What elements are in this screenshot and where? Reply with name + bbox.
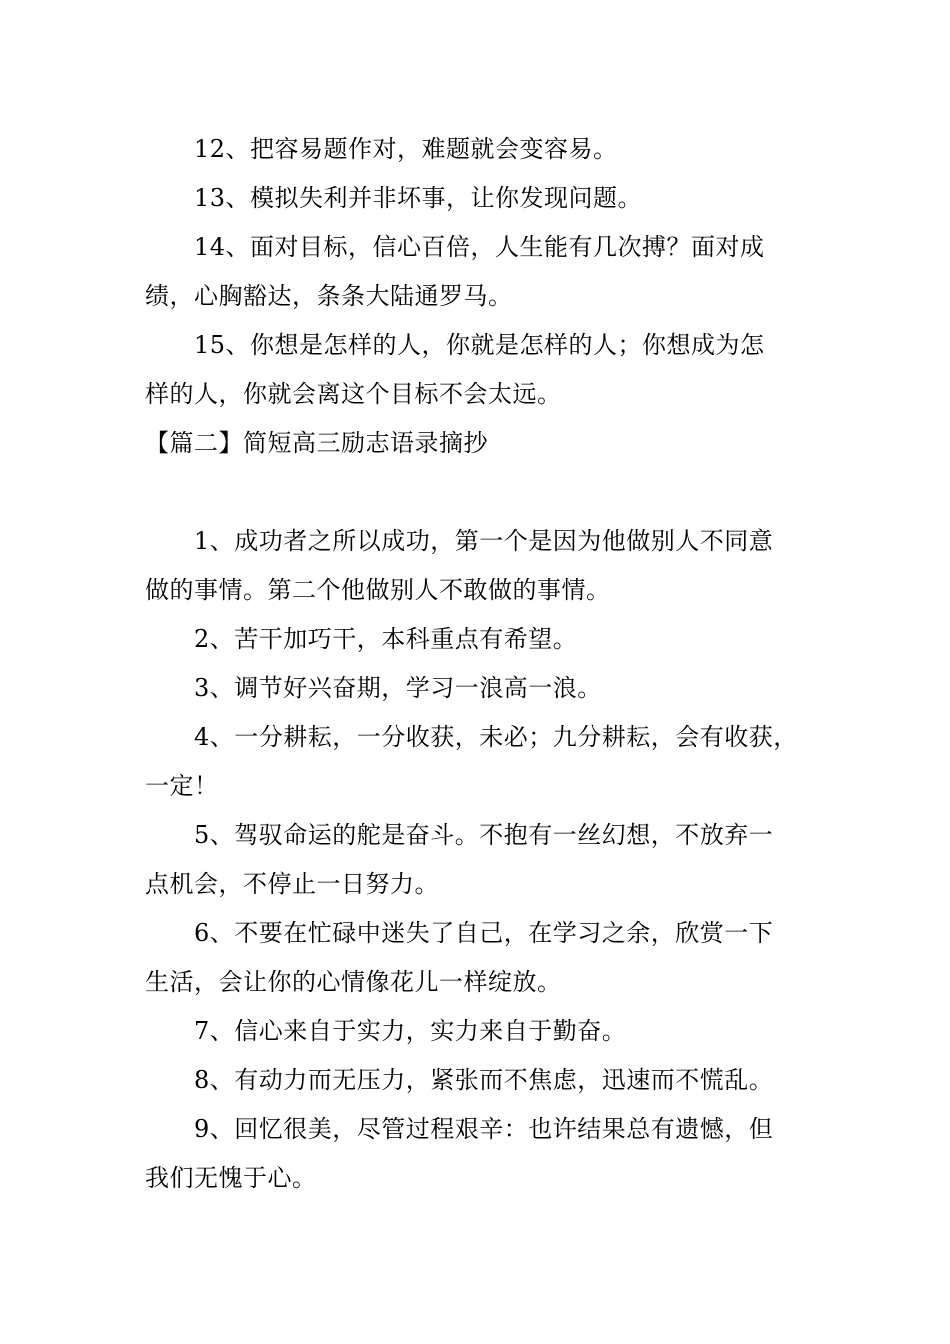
paragraph-line: 14、面对目标，信心百倍，人生能有几次搏？面对成 — [194, 233, 765, 261]
paragraph-line: 9、回忆很美，尽管过程艰辛：也许结果总有遗憾，但 — [194, 1115, 774, 1143]
paragraph-line: 15、你想是怎样的人，你就是怎样的人；你想成为怎 — [194, 331, 765, 359]
paragraph-line: 我们无愧于心。 — [145, 1164, 317, 1192]
section-heading: 【篇二】简短高三励志语录摘抄 — [145, 429, 488, 457]
paragraph-line: 生活，会让你的心情像花儿一样绽放。 — [145, 968, 562, 996]
paragraph-line: 3、调节好兴奋期，学习一浪高一浪。 — [194, 674, 602, 702]
paragraph-line: 做的事情。第二个他做别人不敢做的事情。 — [145, 576, 611, 604]
paragraph-line: 一定！ — [145, 772, 219, 800]
paragraph-line: 8、有动力而无压力，紧张而不焦虑，迅速而不慌乱。 — [194, 1066, 774, 1094]
paragraph-line: 2、苦干加巧干，本科重点有希望。 — [194, 625, 578, 653]
paragraph-line: 点机会，不停止一日努力。 — [145, 870, 439, 898]
paragraph-line: 5、驾驭命运的舵是奋斗。不抱有一丝幻想，不放弃一 — [194, 821, 774, 849]
blank-line — [145, 468, 835, 517]
document-body — [145, 125, 835, 1203]
paragraph-line: 4、一分耕耘，一分收获，未必；九分耕耘，会有收获， — [194, 723, 798, 751]
paragraph-line: 1、成功者之所以成功，第一个是因为他做别人不同意 — [194, 527, 774, 555]
paragraph-line: 样的人，你就会离这个目标不会太远。 — [145, 380, 562, 408]
paragraph-line: 12、把容易题作对，难题就会变容易。 — [194, 135, 618, 163]
paragraph-line: 6、不要在忙碌中迷失了自己，在学习之余，欣赏一下 — [194, 919, 774, 947]
paragraph-line: 13、模拟失利并非坏事，让你发现问题。 — [194, 184, 643, 212]
paragraph-line: 绩，心胸豁达，条条大陆通罗马。 — [145, 282, 513, 310]
paragraph-line: 7、信心来自于实力，实力来自于勤奋。 — [194, 1017, 627, 1045]
